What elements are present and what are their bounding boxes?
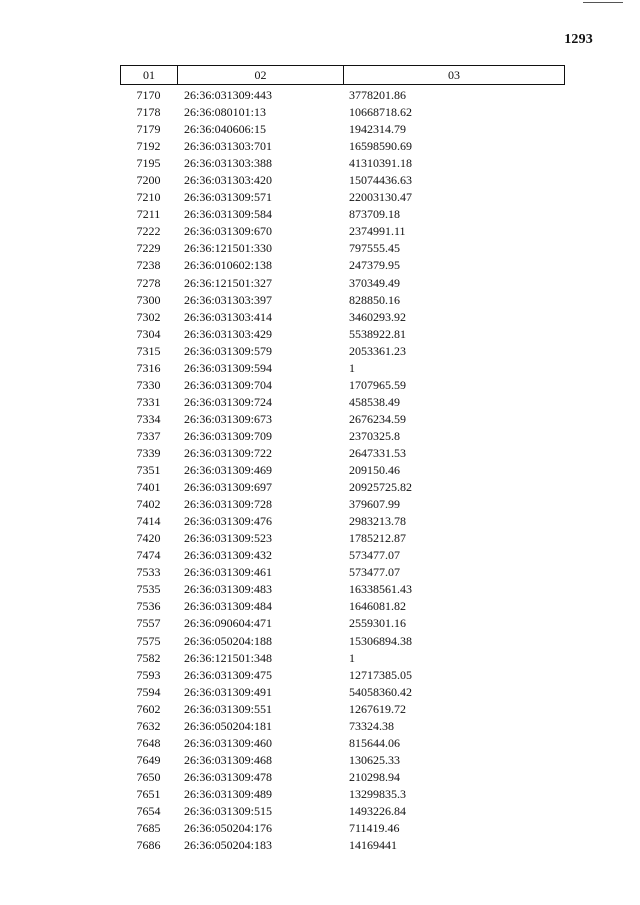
table-row <box>120 581 565 598</box>
value-cell: 210298.94 <box>349 769 400 784</box>
value-cell: 2647331.53 <box>349 446 406 460</box>
table-body <box>120 87 565 854</box>
value-cell: 2676234.59 <box>349 411 406 426</box>
cadastral-number-cell: 26:36:050204:188 <box>184 633 273 648</box>
value-cell: 1942314.79 <box>349 122 406 137</box>
cadastral-number-cell: 26:36:031309:475 <box>184 667 273 682</box>
table-row <box>120 667 565 684</box>
value-cell: 2374991.11 <box>349 224 406 239</box>
value-cell: 711419.46 <box>349 821 400 836</box>
row-number-cell: 7337 <box>136 428 161 443</box>
row-number-cell: 7474 <box>136 548 161 563</box>
cadastral-number-cell: 26:36:031309:584 <box>184 207 273 222</box>
value-cell: 1785212.87 <box>349 531 406 546</box>
row-number-cell: 7316 <box>136 360 161 375</box>
row-number-cell: 7582 <box>136 650 161 665</box>
value-cell: 370349.49 <box>349 275 400 290</box>
table-row <box>120 820 565 837</box>
cadastral-number-cell: 26:36:121501:348 <box>184 650 273 665</box>
row-number-cell: 7304 <box>136 326 161 341</box>
row-number-cell: 7238 <box>136 258 161 273</box>
table-row <box>120 445 565 462</box>
row-number-cell: 7179 <box>136 122 161 137</box>
cadastral-number-cell: 26:36:121501:327 <box>184 275 273 290</box>
cadastral-number-cell: 26:36:031309:478 <box>184 769 273 784</box>
cadastral-number-cell: 26:36:031309:670 <box>184 224 273 239</box>
value-cell: 41310391.18 <box>349 156 412 171</box>
cadastral-number-cell: 26:36:031309:491 <box>184 684 273 699</box>
cadastral-number-cell: 26:36:031309:571 <box>184 190 273 205</box>
value-cell: 1267619.72 <box>349 701 406 716</box>
cadastral-number-cell: 26:36:031309:523 <box>184 531 273 546</box>
table-header <box>120 65 565 85</box>
row-number-cell: 7200 <box>136 173 161 188</box>
cadastral-number-cell: 26:36:031309:673 <box>184 411 273 426</box>
value-cell: 15306894.38 <box>349 633 412 648</box>
cadastral-number-cell: 26:36:031309:468 <box>184 752 273 767</box>
cadastral-number-cell: 26:36:031309:728 <box>184 497 273 512</box>
cadastral-number-cell: 26:36:031309:432 <box>184 548 273 563</box>
value-cell: 2053361.23 <box>349 343 406 358</box>
cadastral-number-cell: 26:36:031309:551 <box>184 701 273 716</box>
cadastral-number-cell: 26:36:031309:697 <box>184 480 273 495</box>
row-number-cell: 7351 <box>136 463 161 478</box>
row-number-cell: 7593 <box>136 667 161 682</box>
table-row <box>120 326 565 343</box>
row-number-cell: 7222 <box>136 224 161 239</box>
table-row <box>120 411 565 428</box>
table-row <box>120 462 565 479</box>
cadastral-number-cell: 26:36:031303:429 <box>184 326 273 341</box>
table-row <box>120 837 565 854</box>
row-number-cell: 7195 <box>136 156 161 171</box>
row-number-cell: 7330 <box>136 377 161 392</box>
row-number-cell: 7210 <box>136 190 161 205</box>
cadastral-number-cell: 26:36:031303:414 <box>184 309 273 324</box>
value-cell: 20925725.82 <box>349 480 412 495</box>
cadastral-number-cell: 26:36:031309:594 <box>184 360 273 375</box>
table-row <box>120 428 565 445</box>
value-cell: 815644.06 <box>349 735 400 750</box>
cadastral-number-cell: 26:36:031309:461 <box>184 565 273 580</box>
table-row <box>120 309 565 326</box>
cadastral-number-cell: 26:36:031309:443 <box>184 88 273 103</box>
row-number-cell: 7575 <box>136 633 161 648</box>
value-cell: 2370325.8 <box>349 428 400 443</box>
table-row <box>120 292 565 309</box>
row-number-cell: 7229 <box>136 241 161 256</box>
row-number-cell: 7686 <box>136 838 161 853</box>
value-cell: 458538.49 <box>349 394 400 409</box>
cadastral-number-cell: 26:36:031303:420 <box>184 173 273 188</box>
value-cell: 797555.45 <box>349 241 400 256</box>
header-col-03: 03 <box>448 67 460 82</box>
value-cell: 573477.07 <box>349 565 400 580</box>
row-number-cell: 7192 <box>136 139 161 154</box>
table-row <box>120 701 565 718</box>
table-row <box>120 650 565 667</box>
value-cell: 247379.95 <box>349 258 400 273</box>
value-cell: 16598590.69 <box>349 139 412 154</box>
row-number-cell: 7211 <box>136 207 161 222</box>
value-cell: 1707965.59 <box>349 377 406 392</box>
cadastral-number-cell: 26:36:031309:489 <box>184 786 273 801</box>
table-row <box>120 172 565 189</box>
table-row <box>120 513 565 530</box>
table-row <box>120 206 565 223</box>
row-number-cell: 7401 <box>136 480 161 495</box>
cadastral-number-cell: 26:36:031309:709 <box>184 428 273 443</box>
cadastral-number-cell: 26:36:031303:701 <box>184 139 273 154</box>
top-rule <box>583 2 623 3</box>
value-cell: 13299835.3 <box>349 786 406 801</box>
value-cell: 209150.46 <box>349 463 400 478</box>
table-row <box>120 564 565 581</box>
value-cell: 1646081.82 <box>349 599 406 614</box>
value-cell: 14169441 <box>349 838 397 853</box>
table-row <box>120 752 565 769</box>
cadastral-number-cell: 26:36:050204:176 <box>184 821 273 836</box>
table-row <box>120 684 565 701</box>
row-number-cell: 7648 <box>136 735 161 750</box>
value-cell: 873709.18 <box>349 207 400 222</box>
table-row <box>120 104 565 121</box>
cadastral-number-cell: 26:36:040606:15 <box>184 122 267 137</box>
row-number-cell: 7533 <box>136 565 161 580</box>
value-cell: 1493226.84 <box>349 803 406 818</box>
table-row <box>120 633 565 650</box>
value-cell: 3460293.92 <box>349 309 406 324</box>
cadastral-number-cell: 26:36:031309:483 <box>184 582 273 597</box>
value-cell: 130625.33 <box>349 752 400 767</box>
value-cell: 573477.07 <box>349 548 400 563</box>
table-row <box>120 189 565 206</box>
row-number-cell: 7315 <box>136 343 161 358</box>
cadastral-number-cell: 26:36:080101:13 <box>184 105 267 120</box>
value-cell: 15074436.63 <box>349 173 412 188</box>
table-row <box>120 598 565 615</box>
cadastral-number-cell: 26:36:031309:469 <box>184 463 273 478</box>
table-row <box>120 718 565 735</box>
value-cell: 16338561.43 <box>349 582 412 597</box>
table-row <box>120 121 565 138</box>
value-cell: 5538922.81 <box>349 326 406 341</box>
value-cell: 2559301.16 <box>349 616 406 631</box>
cadastral-number-cell: 26:36:010602:138 <box>184 258 273 273</box>
row-number-cell: 7300 <box>136 292 161 307</box>
row-number-cell: 7331 <box>136 394 161 409</box>
table-row <box>120 138 565 155</box>
table-row <box>120 87 565 104</box>
cadastral-number-cell: 26:36:050204:181 <box>184 718 273 733</box>
table-row <box>120 547 565 564</box>
table-row <box>120 360 565 377</box>
row-number-cell: 7650 <box>136 769 161 784</box>
row-number-cell: 7557 <box>136 616 161 631</box>
header-col-02: 02 <box>178 66 344 84</box>
table-row <box>120 496 565 513</box>
row-number-cell: 7334 <box>136 411 161 426</box>
page-number: 1293 <box>564 32 593 47</box>
header-col-01: 01 <box>121 66 178 84</box>
table-row <box>120 343 565 360</box>
row-number-cell: 7420 <box>136 531 161 546</box>
table-row <box>120 786 565 803</box>
value-cell: 828850.16 <box>349 292 400 307</box>
row-number-cell: 7535 <box>136 582 161 597</box>
table-row <box>120 479 565 496</box>
table-row <box>120 735 565 752</box>
cadastral-number-cell: 26:36:031309:704 <box>184 377 273 392</box>
value-cell: 10668718.62 <box>349 105 412 120</box>
cadastral-number-cell: 26:36:031309:476 <box>184 514 273 529</box>
row-number-cell: 7170 <box>136 88 161 103</box>
table-row <box>120 394 565 411</box>
row-number-cell: 7602 <box>136 701 161 716</box>
table-row <box>120 377 565 394</box>
row-number-cell: 7178 <box>136 105 161 120</box>
row-number-cell: 7402 <box>136 497 161 512</box>
value-cell: 73324.38 <box>349 718 394 733</box>
cadastral-number-cell: 26:36:031309:515 <box>184 803 273 818</box>
cadastral-number-cell: 26:36:031303:388 <box>184 156 273 171</box>
table-row <box>120 803 565 820</box>
cadastral-number-cell: 26:36:031309:722 <box>184 446 273 460</box>
value-cell: 3778201.86 <box>349 88 406 103</box>
value-cell: 1 <box>349 360 355 375</box>
row-number-cell: 7278 <box>136 275 161 290</box>
table-row <box>120 257 565 274</box>
row-number-cell: 7654 <box>136 803 161 818</box>
cadastral-number-cell: 26:36:031309:579 <box>184 343 273 358</box>
cadastral-number-cell: 26:36:090604:471 <box>184 616 273 631</box>
cadastral-number-cell: 26:36:031309:484 <box>184 599 273 614</box>
table-row <box>120 240 565 257</box>
row-number-cell: 7685 <box>136 821 161 836</box>
table-row <box>120 223 565 240</box>
cadastral-number-cell: 26:36:031309:460 <box>184 735 273 750</box>
row-number-cell: 7302 <box>136 309 161 324</box>
value-cell: 22003130.47 <box>349 190 412 205</box>
cadastral-number-cell: 26:36:031303:397 <box>184 292 273 307</box>
row-number-cell: 7632 <box>136 718 161 733</box>
table-row <box>120 155 565 172</box>
value-cell: 54058360.42 <box>349 684 412 699</box>
row-number-cell: 7414 <box>136 514 161 529</box>
row-number-cell: 7649 <box>136 752 161 767</box>
table-row <box>120 275 565 292</box>
cadastral-number-cell: 26:36:121501:330 <box>184 241 273 256</box>
value-cell: 12717385.05 <box>349 667 412 682</box>
row-number-cell: 7594 <box>136 684 161 699</box>
value-cell: 1 <box>349 650 355 665</box>
cadastral-number-cell: 26:36:050204:183 <box>184 838 273 853</box>
row-number-cell: 7536 <box>136 599 161 614</box>
row-number-cell: 7339 <box>136 446 161 460</box>
table-row <box>120 769 565 786</box>
cadastral-number-cell: 26:36:031309:724 <box>184 394 273 409</box>
table-row <box>120 530 565 547</box>
table-row <box>120 615 565 632</box>
value-cell: 379607.99 <box>349 497 400 512</box>
value-cell: 2983213.78 <box>349 514 406 529</box>
row-number-cell: 7651 <box>136 786 161 801</box>
